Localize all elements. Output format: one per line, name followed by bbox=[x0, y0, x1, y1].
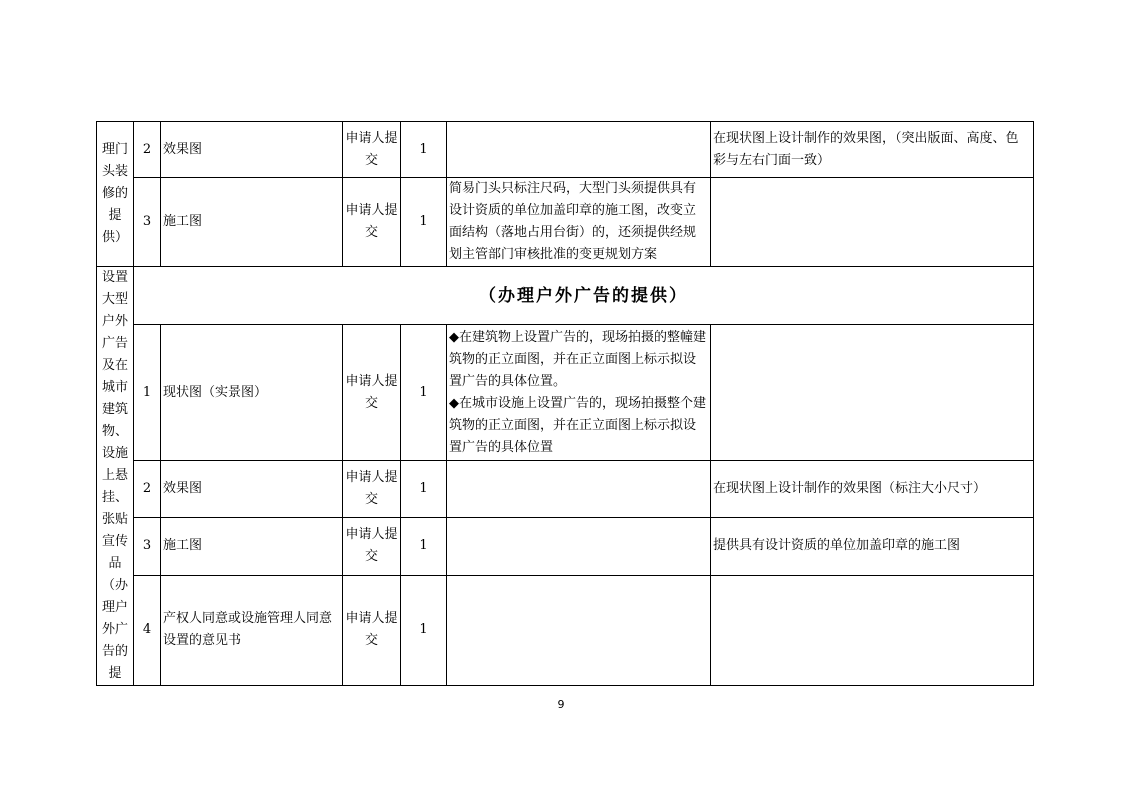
material-name: 现状图（实景图） bbox=[161, 325, 343, 461]
material-name: 效果图 bbox=[161, 122, 343, 178]
remark: 在现状图上设计制作的效果图（标注大小尺寸） bbox=[711, 461, 1034, 518]
quantity: 1 bbox=[401, 122, 447, 178]
note-bullet: ◆在城市设施上设置广告的，现场拍摄整个建筑物的正立面图，并在正立面图上标示拟设置广告的具体位置 bbox=[449, 395, 706, 455]
category-line: 挂、 bbox=[101, 490, 128, 505]
material-name: 施工图 bbox=[161, 518, 343, 575]
submitter: 申请人提交 bbox=[343, 461, 401, 518]
category-line: 广告 bbox=[101, 336, 128, 351]
page-number: 9 bbox=[557, 698, 565, 711]
remark bbox=[711, 178, 1034, 267]
category-line: 及在 bbox=[101, 358, 128, 373]
quantity: 1 bbox=[401, 325, 447, 461]
section-heading: （办理户外广告的提供） bbox=[134, 267, 1034, 325]
category-line: 提 bbox=[108, 208, 122, 223]
category-line: 宣传 bbox=[101, 534, 128, 549]
note bbox=[447, 122, 711, 178]
category-line: 大型 bbox=[101, 292, 128, 307]
table-row bbox=[97, 122, 1034, 178]
note-bullet: ◆在建筑物上设置广告的，现场拍摄的整幢建筑物的正立面图，并在正立面图上标示拟设置广告的具体位置。 bbox=[449, 329, 706, 389]
material-name: 效果图 bbox=[161, 461, 343, 518]
category-line: 上悬 bbox=[101, 468, 128, 483]
table-row bbox=[97, 461, 1034, 518]
category-line: 设施 bbox=[101, 446, 128, 461]
quantity: 1 bbox=[401, 178, 447, 267]
category-line: 理门 bbox=[101, 142, 128, 157]
category-cell bbox=[97, 267, 134, 686]
row-number: 1 bbox=[134, 325, 161, 461]
remark bbox=[711, 325, 1034, 461]
quantity: 1 bbox=[401, 575, 447, 685]
table-row bbox=[97, 518, 1034, 575]
submitter: 申请人提交 bbox=[343, 575, 401, 685]
quantity: 1 bbox=[401, 518, 447, 575]
remark bbox=[711, 575, 1034, 685]
table-row bbox=[97, 575, 1034, 685]
note bbox=[447, 461, 711, 518]
table-row bbox=[97, 325, 1034, 461]
table-row bbox=[97, 178, 1034, 267]
category-line: 城市 bbox=[101, 380, 128, 395]
category-line: 理户 bbox=[101, 600, 128, 615]
category-line: 供） bbox=[101, 230, 128, 245]
note: 简易门头只标注尺码，大型门头须提供具有设计资质的单位加盖印章的施工图，改变立面结构（落地占用台街）的，还须提供经规划主管部门审核批准的变更规划方案 bbox=[447, 178, 711, 267]
row-number: 2 bbox=[134, 122, 161, 178]
quantity: 1 bbox=[401, 461, 447, 518]
category-line: 告的 bbox=[101, 644, 128, 659]
row-number: 2 bbox=[134, 461, 161, 518]
note bbox=[447, 575, 711, 685]
submitter: 申请人提交 bbox=[343, 178, 401, 267]
submitter: 申请人提交 bbox=[343, 518, 401, 575]
category-line: 外广 bbox=[101, 622, 128, 637]
category-line: 张贴 bbox=[101, 512, 128, 527]
note bbox=[447, 518, 711, 575]
row-number: 3 bbox=[134, 518, 161, 575]
category-cell bbox=[97, 122, 134, 267]
table-row bbox=[97, 267, 1034, 325]
category-line: 物、 bbox=[101, 424, 128, 439]
material-name: 施工图 bbox=[161, 178, 343, 267]
category-line: 修的 bbox=[101, 186, 128, 201]
material-name: 产权人同意或设施管理人同意设置的意见书 bbox=[161, 575, 343, 685]
category-line: 设置 bbox=[101, 270, 128, 285]
submitter: 申请人提交 bbox=[343, 325, 401, 461]
category-line: 品 bbox=[108, 556, 122, 571]
category-line: 户外 bbox=[101, 314, 128, 329]
category-line: 提 bbox=[108, 666, 122, 681]
note bbox=[447, 325, 711, 461]
category-line: 建筑 bbox=[101, 402, 128, 417]
category-line: 头装 bbox=[101, 164, 128, 179]
remark: 在现状图上设计制作的效果图，（突出版面、高度、色彩与左右门面一致） bbox=[711, 122, 1034, 178]
materials-table bbox=[96, 121, 1034, 686]
row-number: 3 bbox=[134, 178, 161, 267]
submitter: 申请人提交 bbox=[343, 122, 401, 178]
category-line: （办 bbox=[101, 578, 128, 593]
row-number: 4 bbox=[134, 575, 161, 685]
remark: 提供具有设计资质的单位加盖印章的施工图 bbox=[711, 518, 1034, 575]
